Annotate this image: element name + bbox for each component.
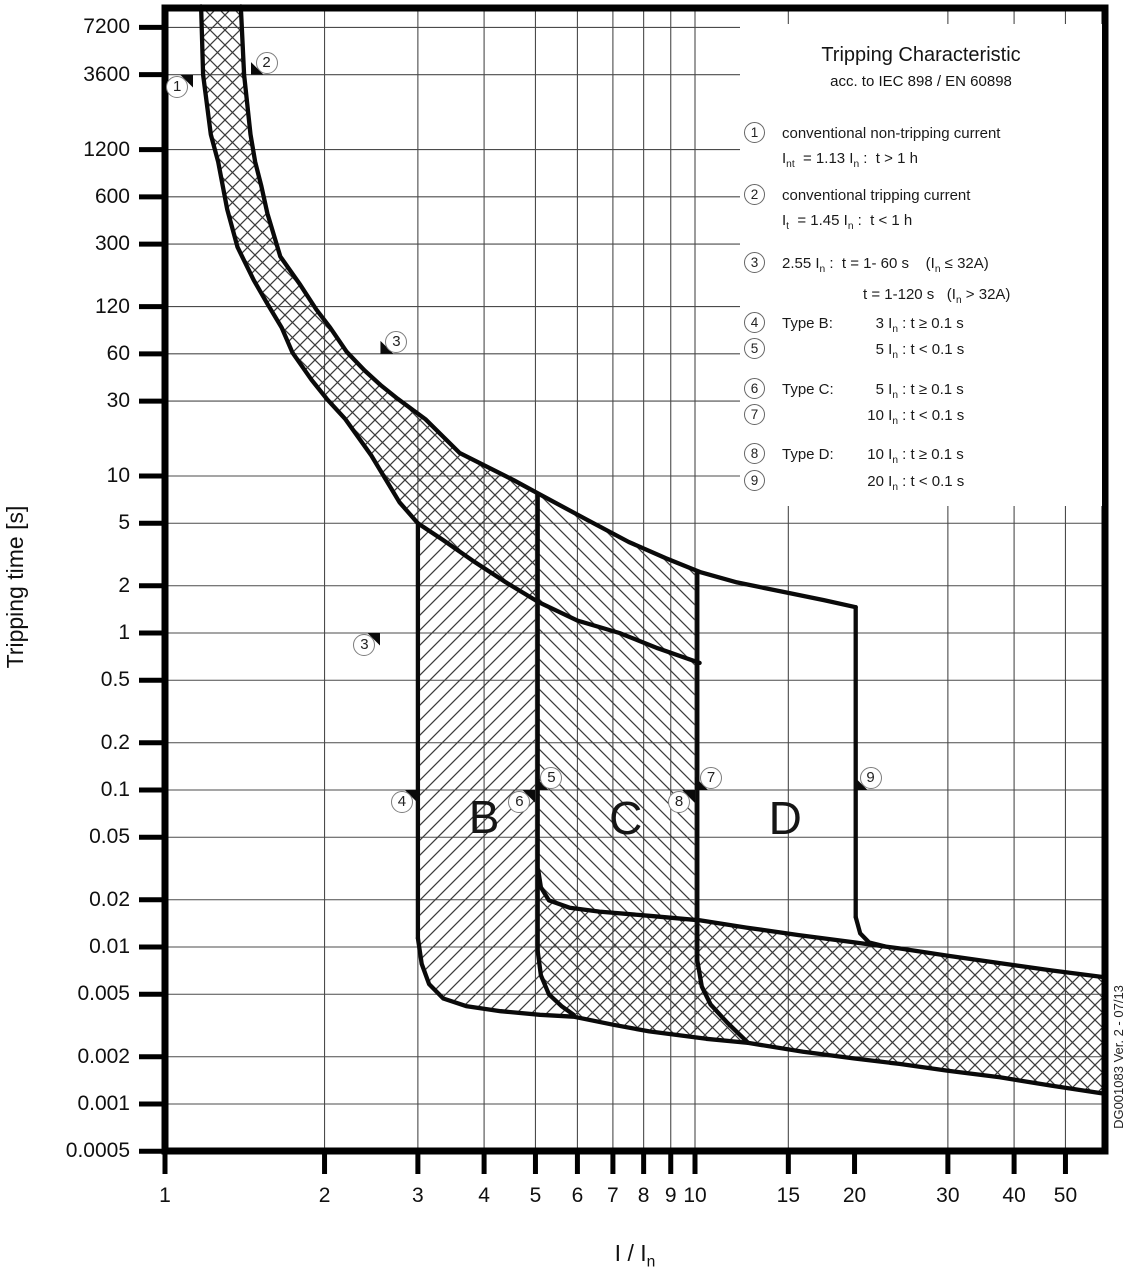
x-tick-label-4: 4 xyxy=(478,1184,490,1207)
legend-item-5 xyxy=(744,340,964,366)
y-tick-label-0.0005: 0.0005 xyxy=(65,1139,130,1163)
marker-circle-8-8: 8 xyxy=(668,791,690,813)
y-tick-label-60: 60 xyxy=(106,341,130,365)
legend-item-number: 4 xyxy=(744,312,765,333)
region-label-d: D xyxy=(768,792,802,845)
legend-item-text: Type D: 10 $I_n$ : t ≥ 0.1 s xyxy=(782,446,964,466)
region-label-b: B xyxy=(468,791,500,844)
legend-item-3 xyxy=(744,254,1010,311)
marker-circle-4-4: 4 xyxy=(391,791,413,813)
legend-subtitle: acc. to IEC 898 / EN 60898 xyxy=(830,73,1012,90)
y-tick-label-0.1: 0.1 xyxy=(100,778,130,801)
legend-item-number: 7 xyxy=(744,404,765,425)
marker-circle-2-1: 2 xyxy=(256,52,278,74)
legend xyxy=(740,24,1102,506)
y-tick-label-0.02: 0.02 xyxy=(89,887,130,911)
y-tick-label-0.001: 0.001 xyxy=(77,1092,130,1115)
x-tick-label-15: 15 xyxy=(776,1184,800,1207)
legend-item-number: 5 xyxy=(744,338,765,359)
region-label-c: C xyxy=(609,792,643,845)
region-c-fill xyxy=(538,494,698,921)
legend-item-8 xyxy=(744,445,964,471)
y-tick-label-3600: 3600 xyxy=(83,62,130,86)
marker-circle-3-2: 3 xyxy=(385,331,407,353)
legend-item-9 xyxy=(744,472,964,498)
y-tick-label-0.05: 0.05 xyxy=(89,825,130,849)
y-tick-label-5: 5 xyxy=(118,511,130,535)
x-tick-label-20: 20 xyxy=(842,1184,867,1207)
x-tick-label-3: 3 xyxy=(412,1184,424,1207)
y-tick-label-600: 600 xyxy=(94,184,130,208)
y-tick-label-1200: 1200 xyxy=(83,137,130,161)
marker-circle-5-5: 5 xyxy=(540,767,562,789)
x-tick-label-9: 9 xyxy=(664,1184,677,1207)
marker-circle-6-6: 6 xyxy=(508,791,530,813)
y-tick-label-1: 1 xyxy=(118,621,130,644)
legend-item-text: 10 $I_n$ : t < 0.1 s xyxy=(867,407,965,427)
legend-item-4 xyxy=(744,314,964,340)
x-tick-label-8: 8 xyxy=(637,1184,650,1207)
marker-circle-7-7: 7 xyxy=(700,767,722,789)
legend-item-number: 2 xyxy=(744,184,765,205)
legend-item-7 xyxy=(744,406,964,432)
legend-title: Tripping Characteristic xyxy=(821,44,1021,66)
legend-item-text: conventional non-tripping current $I_{nt} = 1.13$ $I_n$ : t > 1 h xyxy=(782,125,1001,170)
x-axis-title: I / $I_n$ xyxy=(614,1240,656,1271)
legend-item-number: 3 xyxy=(744,252,765,273)
marker-circle-3-3: 3 xyxy=(353,634,375,656)
curve-d_top_line xyxy=(700,572,856,607)
legend-item-text: 2.55 $I_n$ : t = 1- 60 s $(I_n \le 32A)$ t = 1-120 s $(I_n > 32A)$ xyxy=(782,255,1011,306)
legend-item-text: 5 $I_n$ : t < 0.1 s xyxy=(875,341,965,361)
legend-item-number: 1 xyxy=(744,122,765,143)
y-tick-label-300: 300 xyxy=(94,232,130,256)
legend-item-2 xyxy=(744,186,970,237)
y-tick-label-0.005: 0.005 xyxy=(77,982,130,1006)
x-tick-label-5: 5 xyxy=(529,1184,542,1207)
y-tick-label-0.5: 0.5 xyxy=(100,668,130,692)
x-tick-label-30: 30 xyxy=(936,1184,960,1207)
legend-item-6 xyxy=(744,380,964,406)
y-tick-label-7200: 7200 xyxy=(83,15,130,39)
x-tick-label-10: 10 xyxy=(683,1184,707,1207)
marker-circle-1-0: 1 xyxy=(166,76,188,98)
x-tick-label-1: 1 xyxy=(159,1184,171,1207)
y-tick-label-10: 10 xyxy=(106,464,130,487)
y-tick-label-2: 2 xyxy=(118,573,130,597)
legend-item-text: conventional tripping current $I_t = 1.45$ $I_n$ : t < 1 h xyxy=(782,187,971,232)
y-tick-label-0.2: 0.2 xyxy=(100,730,130,754)
x-tick-label-7: 7 xyxy=(607,1184,619,1207)
document-reference-note: DG001083 Ver. 2 - 07/13 xyxy=(1111,985,1126,1129)
y-tick-label-0.01: 0.01 xyxy=(89,935,130,958)
x-tick-label-40: 40 xyxy=(1002,1184,1026,1207)
legend-item-number: 8 xyxy=(744,443,765,464)
y-tick-label-30: 30 xyxy=(106,389,130,413)
y-tick-label-0.002: 0.002 xyxy=(77,1044,130,1068)
legend-item-number: 9 xyxy=(744,470,765,491)
legend-item-text: 20 $I_n$ : t < 0.1 s xyxy=(867,473,965,493)
legend-item-text: Type C: 5 $I_n$ : t ≥ 0.1 s xyxy=(782,381,964,401)
x-tick-label-50: 50 xyxy=(1053,1184,1078,1207)
legend-item-text: Type B: 3 $I_n$ : t ≥ 0.1 s xyxy=(782,315,964,335)
legend-item-1 xyxy=(744,124,1000,175)
x-tick-label-6: 6 xyxy=(571,1184,584,1207)
marker-circle-9-9: 9 xyxy=(860,767,882,789)
legend-item-number: 6 xyxy=(744,378,765,399)
y-axis-title: Tripping time [s] xyxy=(2,505,28,669)
x-tick-label-2: 2 xyxy=(318,1184,331,1207)
y-tick-label-120: 120 xyxy=(94,294,130,318)
